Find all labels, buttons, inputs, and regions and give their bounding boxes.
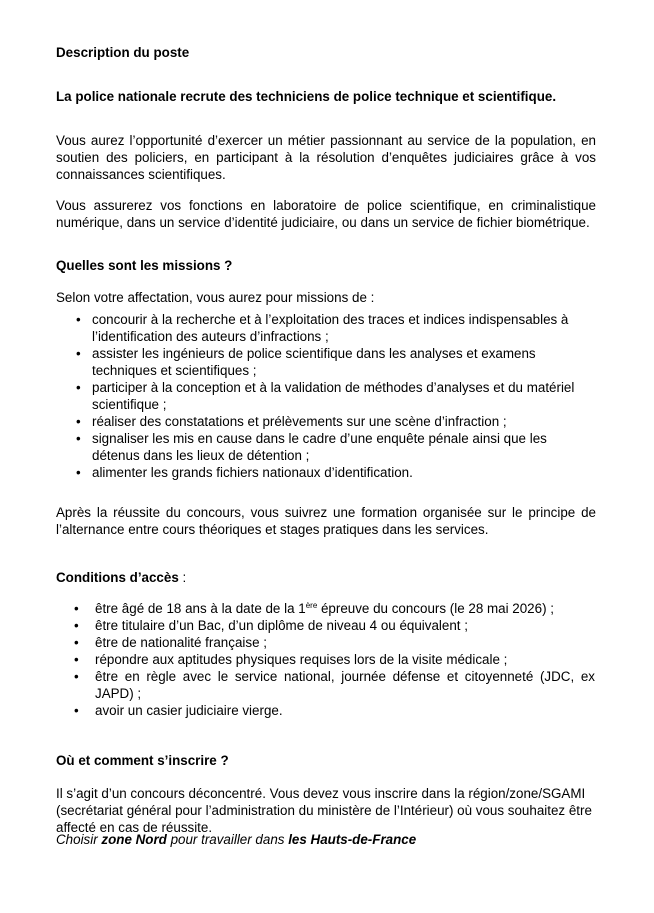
missions-list-item: • réaliser des constatations et prélèvements sur une scène d’infraction ; [76,414,507,429]
bullet-icon: • [74,618,79,633]
bullet-icon: • [76,431,81,446]
heading-missions: Quelles sont les missions ? [56,258,233,273]
paragraph-functions: Vous assurerez vos fonctions en laboratoire de police scientifique, en criminalistique numérique, dans un service d’identité judiciaire, ou dans un service de fichier biométrique. [56,198,596,230]
conditions-list-item: • avoir un casier judiciaire vierge. [74,703,283,718]
conditions-list-item: • être âgé de 18 ans à la date de la 1ère épreuve du concours (le 28 mai 2026) ; [74,601,554,616]
bullet-icon: • [74,652,79,667]
missions-list [56,311,592,481]
conditions-list-item: • répondre aux aptitudes physiques requises lors de la visite médicale ; [74,652,508,667]
bullet-icon: • [74,669,79,684]
bullet-icon: • [76,346,81,361]
bullet-icon: • [76,312,81,327]
zone-choice: Choisir zone Nord pour travailler dans les Hauts-de-France [56,832,417,847]
missions-list-item: • signaliser les mis en cause dans le cadre d’une enquête pénale ainsi que les détenus dans les lieux de détention ; [76,431,547,463]
heading-inscription: Où et comment s’inscrire ? [56,753,229,768]
conditions-list-item: • être en règle avec le service national, journée défense et citoyenneté (JDC, ex JAPD) ; [74,669,595,701]
bullet-icon: • [76,414,81,429]
bullet-icon: • [76,465,81,480]
conditions-list-item: • être titulaire d’un Bac, d’un diplôme de niveau 4 ou équivalent ; [74,618,468,633]
bullet-icon: • [74,703,79,718]
bullet-icon: • [74,601,79,616]
paragraph-opportunity: Vous aurez l’opportunité d’exercer un métier passionnant au service de la population, en soutien des policiers, en participant à la résolution d’enquêtes judiciaires grâce à vos connaissances scientifiques. [56,133,596,182]
missions-lead: Selon votre affectation, vous aurez pour missions de : [56,290,375,305]
missions-list-item: • participer à la conception et à la validation de méthodes d’analyses et du matériel scientifique ; [76,380,575,412]
paragraph-inscription: Il s’agit d’un concours déconcentré. Vous devez vous inscrire dans la région/zone/SGAMI (secrétariat général pour l’administration du ministère de l’Intérieur) où vous souhaitez être affecté en cas de réussite. [56,786,592,835]
intro-bold: La police nationale recrute des techniciens de police technique et scientifique. [56,89,557,104]
conditions-list-item: • être de nationalité française ; [74,635,267,650]
heading-description: Description du poste [56,45,190,60]
bullet-icon: • [74,635,79,650]
heading-conditions: Conditions d’accès : [56,570,187,585]
bullet-icon: • [76,380,81,395]
missions-list-item: • alimenter les grands fichiers nationaux d’identification. [76,465,413,480]
missions-list-item: • concourir à la recherche et à l’exploitation des traces et indices indispensables à l’identification des auteurs d’infractions ; [76,312,569,344]
conditions-list [56,600,595,719]
paragraph-training: Après la réussite du concours, vous suivrez une formation organisée sur le principe de l’alternance entre cours théoriques et stages pratiques dans les services. [56,505,596,537]
missions-list-item: • assister les ingénieurs de police scientifique dans les analyses et examens techniques et scientifiques ; [76,346,536,378]
